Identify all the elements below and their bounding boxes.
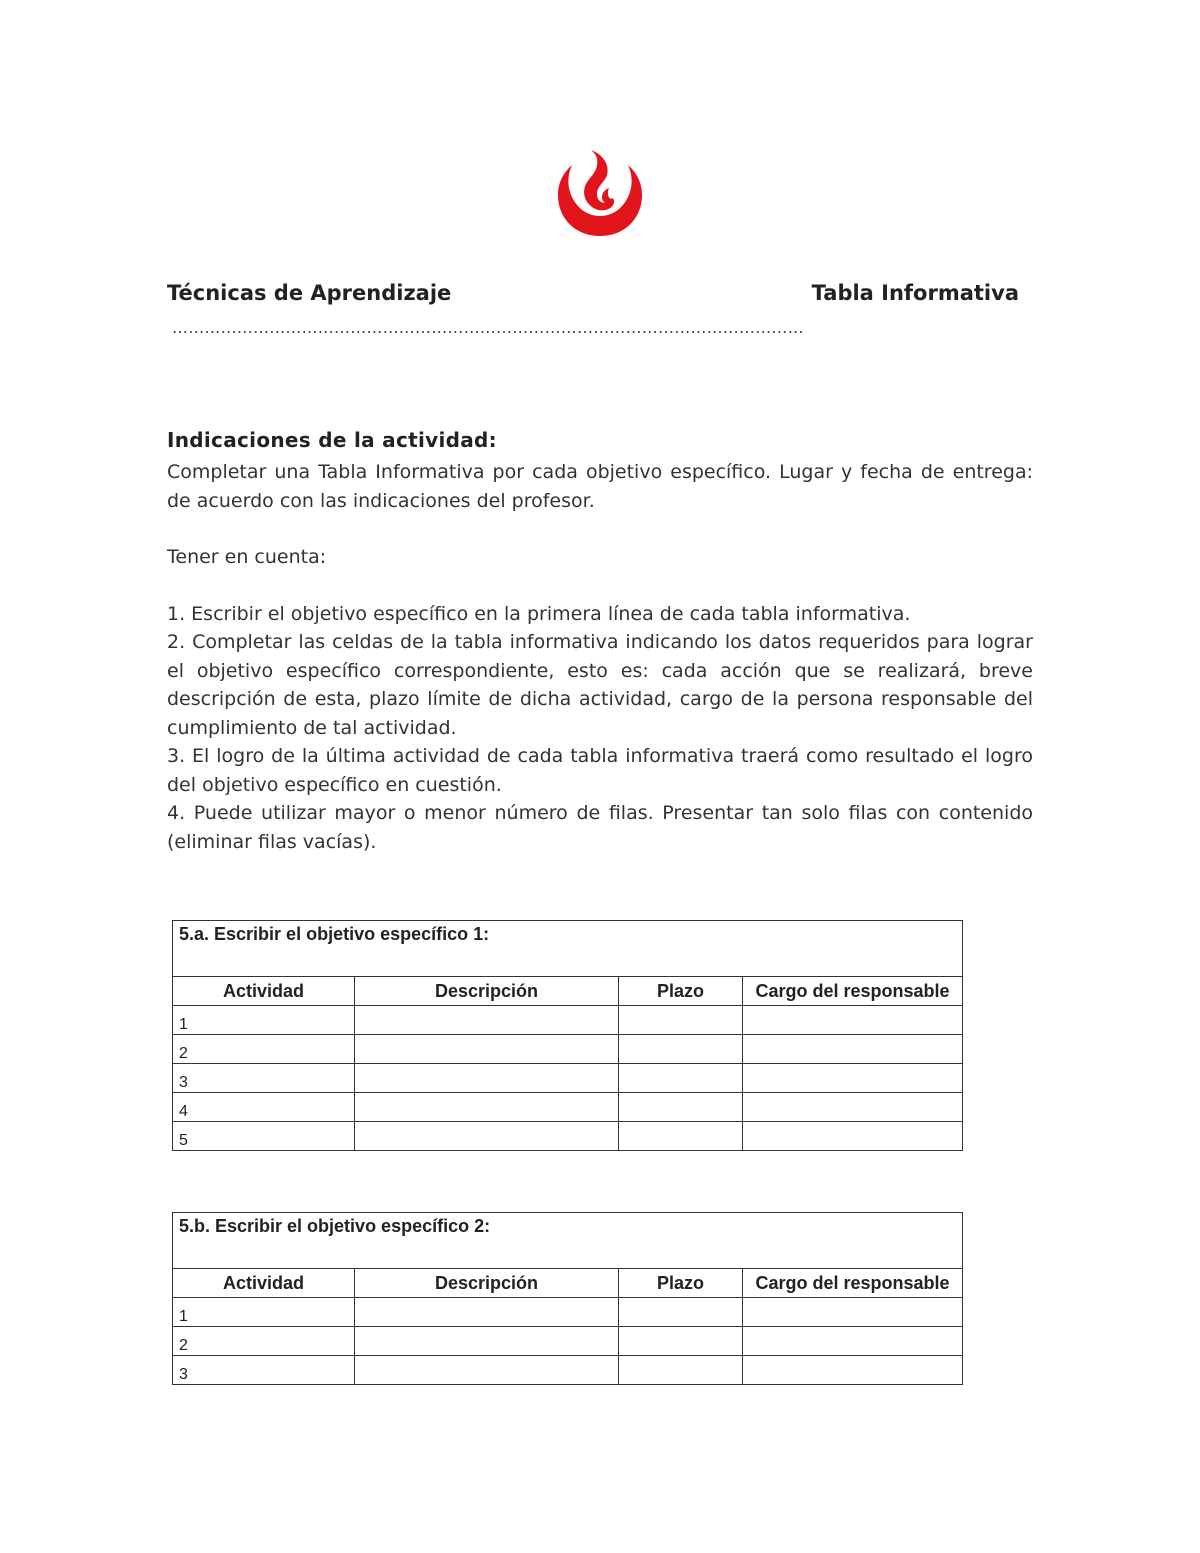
deadline-cell[interactable] — [619, 1327, 743, 1356]
instruction-item-1: 1. Escribir el objetivo específico en la primera línea de cada tabla informativa. — [167, 602, 911, 625]
description-cell[interactable] — [355, 1093, 619, 1122]
table-row — [173, 1327, 963, 1356]
instructions-section — [167, 428, 1033, 856]
deadline-cell[interactable] — [619, 1356, 743, 1385]
responsible-cell[interactable] — [743, 1327, 963, 1356]
course-title: Técnicas de Aprendizaje — [167, 281, 452, 305]
column-header-actividad: Actividad — [173, 977, 355, 1006]
responsible-cell[interactable] — [743, 1093, 963, 1122]
description-cell[interactable] — [355, 1356, 619, 1385]
table-row — [173, 1064, 963, 1093]
description-cell[interactable] — [355, 1035, 619, 1064]
instruction-item-3: 3. El logro de la última actividad de cada tabla informativa traerá como resultado el logro del objetivo específico en cuestión. — [167, 745, 1033, 796]
instruction-item-2: 2. Completar las celdas de la tabla informativa indicando los datos requeridos para lograr el objetivo específico correspondiente, esto es: cada acción que se realizará, breve descripción de esta, plazo límite de dicha actividad, cargo de la persona responsable del cumplimiento de tal actividad. — [167, 631, 1033, 739]
document-type-title: Tabla Informativa — [811, 281, 1019, 305]
table-row — [173, 1006, 963, 1035]
column-header-descripcion: Descripción — [355, 1269, 619, 1298]
column-header-descripcion: Descripción — [355, 977, 619, 1006]
row-number: 3 — [173, 1064, 355, 1093]
description-cell[interactable] — [355, 1122, 619, 1151]
row-number: 1 — [173, 1006, 355, 1035]
table-title: 5.b. Escribir el objetivo específico 2: — [173, 1213, 963, 1269]
deadline-cell[interactable] — [619, 1006, 743, 1035]
column-header-plazo: Plazo — [619, 977, 743, 1006]
responsible-cell[interactable] — [743, 1035, 963, 1064]
responsible-cell[interactable] — [743, 1298, 963, 1327]
description-cell[interactable] — [355, 1064, 619, 1093]
responsible-cell[interactable] — [743, 1356, 963, 1385]
objective-table-1 — [172, 920, 963, 1151]
deadline-cell[interactable] — [619, 1035, 743, 1064]
table-row — [173, 1035, 963, 1064]
responsible-cell[interactable] — [743, 1122, 963, 1151]
row-number: 5 — [173, 1122, 355, 1151]
responsible-cell[interactable] — [743, 1006, 963, 1035]
row-number: 4 — [173, 1093, 355, 1122]
dotted-separator: ……………………………………………………………………………………………………… — [172, 318, 804, 337]
responsible-cell[interactable] — [743, 1064, 963, 1093]
column-header-plazo: Plazo — [619, 1269, 743, 1298]
deadline-cell[interactable] — [619, 1122, 743, 1151]
description-cell[interactable] — [355, 1298, 619, 1327]
instructions-intro: Completar una Tabla Informativa por cada objetivo específico. Lugar y fecha de entrega: de acuerdo con las indicaciones del profesor. — [167, 461, 1033, 512]
instruction-item-4: 4. Puede utilizar mayor o menor número de filas. Presentar tan solo filas con contenido (eliminar filas vacías). — [167, 802, 1033, 853]
deadline-cell[interactable] — [619, 1298, 743, 1327]
column-header-cargo: Cargo del responsable — [743, 1269, 963, 1298]
row-number: 3 — [173, 1356, 355, 1385]
description-cell[interactable] — [355, 1006, 619, 1035]
instructions-heading: Indicaciones de la actividad: — [167, 428, 497, 452]
row-number: 1 — [173, 1298, 355, 1327]
table-row — [173, 1093, 963, 1122]
table-row — [173, 1356, 963, 1385]
objective-table-2 — [172, 1212, 963, 1385]
deadline-cell[interactable] — [619, 1064, 743, 1093]
column-header-actividad: Actividad — [173, 1269, 355, 1298]
column-header-cargo: Cargo del responsable — [743, 977, 963, 1006]
description-cell[interactable] — [355, 1327, 619, 1356]
row-number: 2 — [173, 1327, 355, 1356]
university-flame-logo — [555, 148, 645, 238]
table-row — [173, 1298, 963, 1327]
table-title: 5.a. Escribir el objetivo específico 1: — [173, 921, 963, 977]
note-label: Tener en cuenta: — [167, 546, 327, 568]
row-number: 2 — [173, 1035, 355, 1064]
deadline-cell[interactable] — [619, 1093, 743, 1122]
table-row — [173, 1122, 963, 1151]
